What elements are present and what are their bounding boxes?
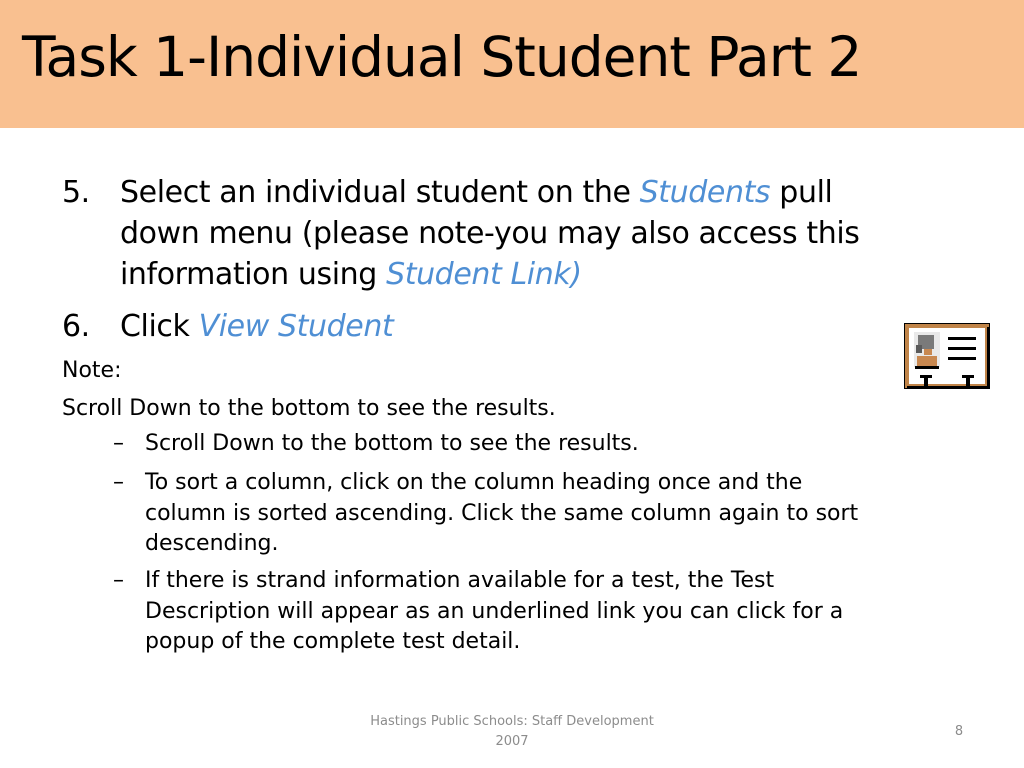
bullet-line: popup of the complete test detail.: [145, 629, 521, 654]
step-line: [120, 254, 860, 295]
view-student-link: View Student: [198, 309, 394, 344]
step-text: [120, 306, 393, 347]
step-text-segment: Select an individual student on the: [120, 175, 640, 210]
note-label: Note:: [62, 358, 122, 383]
bullet-line: If there is strand information available for a test, the Test: [145, 568, 775, 593]
bullet-dash: –: [113, 568, 124, 593]
students-link: Students: [639, 175, 771, 210]
student-link-link: Student Link): [386, 257, 582, 292]
bullet-text: [145, 468, 858, 560]
step-line: [120, 306, 393, 347]
footer-line: 2007: [495, 734, 529, 749]
step-text-segment: pull: [770, 175, 833, 210]
slide-title: Task 1-Individual Student Part 2: [22, 25, 862, 89]
bullet-line: Description will appear as an underlined link you can click for a: [145, 598, 844, 624]
step-number: 6.: [62, 309, 90, 344]
step-number: 5.: [62, 175, 90, 210]
bullet-line: descending.: [145, 531, 279, 556]
note-text: Scroll Down to the bottom to see the results.: [62, 396, 556, 421]
bullet-line: To sort a column, click on the column heading once and the: [145, 470, 803, 495]
step-text-segment: down menu (please note-you may also access this: [120, 216, 860, 251]
bullet-dash: –: [113, 470, 124, 495]
student-id-card-icon: [904, 323, 992, 391]
bullet-text: [145, 429, 639, 460]
step-line: [120, 213, 860, 254]
step-line: [120, 172, 860, 213]
bullet-dash: –: [113, 431, 124, 456]
bullet-line: Scroll Down to the bottom to see the results.: [145, 431, 639, 456]
footer-line: Hastings Public Schools: Staff Development: [370, 714, 654, 729]
step-text-segment: information using: [120, 257, 387, 292]
bullet-text: [145, 566, 843, 658]
footer: [340, 712, 684, 752]
bullet-line: column is sorted ascending. Click the same column again to sort: [145, 500, 859, 526]
step-text-segment: Click: [120, 309, 199, 344]
page-number: 8: [954, 724, 964, 739]
step-text: [120, 172, 860, 295]
